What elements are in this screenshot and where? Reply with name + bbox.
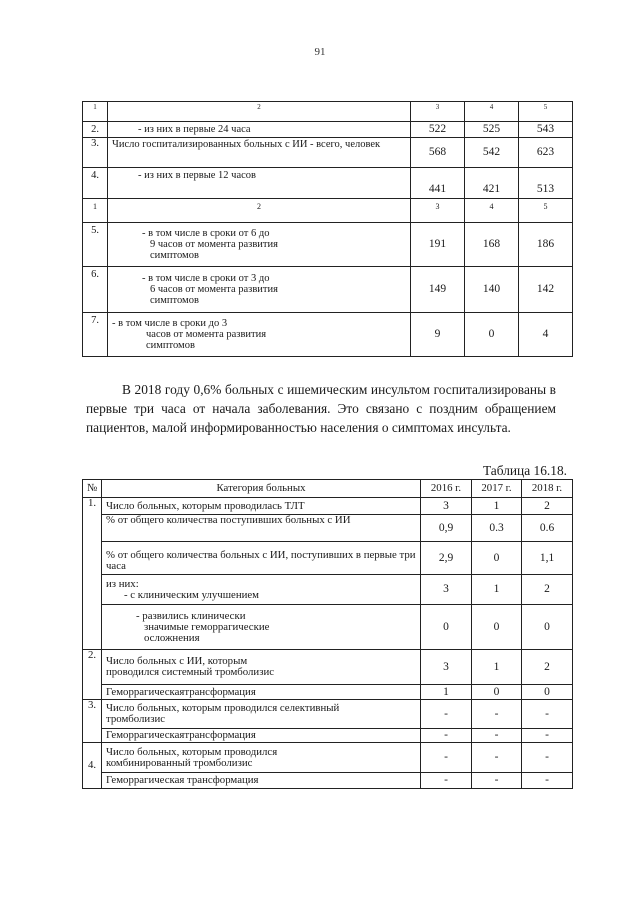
- col-header: 2017 г.: [472, 480, 522, 498]
- row-label-line: - с клиническим улучшением: [124, 588, 260, 601]
- cell-2018: 543: [519, 122, 573, 138]
- row-label-line: симптомов: [150, 295, 199, 306]
- cell-2017: 0: [472, 542, 522, 575]
- cell-2017: -: [472, 729, 522, 743]
- col-header: 4: [465, 199, 519, 223]
- cell-2018: 142: [519, 267, 573, 313]
- paragraph-text: В 2018 году 0,6% больных с ишемическим инсультом госпитализированы в первые три часа от начала заболевания. Это связано с поздним обращением пациентов, малой информированностью населения о симптомах инсульта.: [86, 382, 556, 435]
- row-label-line: симптомов: [150, 250, 199, 261]
- cell-2016: 3: [421, 575, 472, 605]
- table-header-row: [83, 199, 573, 223]
- row-label: Геморрагическаятрансформация: [102, 729, 421, 743]
- row-label-line: часов от момента развития: [146, 329, 267, 340]
- col-header: 4: [465, 102, 519, 122]
- cell-2018: 0: [522, 605, 573, 650]
- cell-2018: 2: [522, 650, 573, 685]
- table-header-row: [83, 102, 573, 122]
- row-number: 2.: [83, 650, 102, 700]
- col-header: №: [83, 480, 102, 498]
- cell-2018: 1,1: [522, 542, 573, 575]
- col-header: 2016 г.: [421, 480, 472, 498]
- cell-2016: -: [421, 773, 472, 789]
- cell-2018: 4: [519, 313, 573, 357]
- row-label: % от общего количества больных с ИИ, поступивших в первые три часа: [102, 542, 421, 575]
- cell-2016: 441: [411, 168, 465, 199]
- col-header: 3: [411, 199, 465, 223]
- col-header: 1: [83, 102, 108, 122]
- cell-2017: -: [472, 773, 522, 789]
- row-number: 3.: [83, 138, 108, 168]
- cell-2017: 140: [465, 267, 519, 313]
- row-label: [102, 700, 421, 729]
- row-label: Геморрагическаятрансформация: [102, 685, 421, 700]
- cell-2017: -: [472, 700, 522, 729]
- cell-2016: -: [421, 729, 472, 743]
- row-label: [102, 743, 421, 773]
- row-label: Геморрагическая трансформация: [102, 773, 421, 789]
- table-header-row: [83, 480, 573, 498]
- cell-2016: 0: [421, 605, 472, 650]
- table-row: [83, 700, 573, 729]
- cell-2016: 568: [411, 138, 465, 168]
- row-number: 3.: [83, 700, 102, 743]
- table-row: [83, 685, 573, 700]
- row-label: % от общего количества поступивших больных с ИИ: [102, 515, 421, 542]
- row-number: 2.: [83, 122, 108, 138]
- cell-2017: 0: [465, 313, 519, 357]
- table-row: [83, 729, 573, 743]
- row-label-line: комбинированный тромболизис: [106, 756, 253, 769]
- table-1: [82, 101, 573, 357]
- cell-2018: -: [522, 700, 573, 729]
- row-label-line: - в том числе в сроки от 6 до: [142, 228, 270, 239]
- table-row: [83, 223, 573, 267]
- row-label: Число больных, которым проводилась ТЛТ: [102, 498, 421, 515]
- cell-2017: 168: [465, 223, 519, 267]
- table-row: [83, 267, 573, 313]
- cell-2016: 149: [411, 267, 465, 313]
- cell-2017: 0: [472, 685, 522, 700]
- cell-2017: 0: [472, 605, 522, 650]
- body-paragraph: [86, 380, 556, 437]
- table-2: [82, 479, 573, 789]
- col-header: 5: [519, 199, 573, 223]
- cell-2016: 3: [421, 650, 472, 685]
- table-row: [83, 168, 573, 199]
- table-row: [83, 122, 573, 138]
- row-number: 4.: [83, 743, 102, 789]
- cell-2017: 1: [472, 650, 522, 685]
- cell-2018: 186: [519, 223, 573, 267]
- cell-2017: 542: [465, 138, 519, 168]
- cell-2016: 2,9: [421, 542, 472, 575]
- row-number: 7.: [83, 313, 108, 357]
- row-label-line: Число больных с ИИ, которым: [106, 655, 248, 667]
- row-number: 4.: [83, 168, 108, 199]
- row-label-line: Число больных, которым проводился: [106, 745, 278, 758]
- cell-2018: 0.6: [522, 515, 573, 542]
- cell-2016: -: [421, 743, 472, 773]
- table-row: [83, 575, 573, 605]
- col-header: 1: [83, 199, 108, 223]
- col-header: 2018 г.: [522, 480, 573, 498]
- row-label: [102, 575, 421, 605]
- cell-2018: 2: [522, 498, 573, 515]
- row-label: [108, 223, 411, 267]
- col-header: 5: [519, 102, 573, 122]
- row-label-line: значимые геморрагические: [144, 620, 270, 633]
- cell-2017: 1: [472, 498, 522, 515]
- row-label-line: тромболизис: [106, 713, 166, 725]
- cell-2016: 0,9: [421, 515, 472, 542]
- row-number: 5.: [83, 223, 108, 267]
- cell-2017: 0.3: [472, 515, 522, 542]
- table-row: [83, 515, 573, 542]
- col-header: Категория больных: [102, 480, 421, 498]
- row-number: 1.: [83, 498, 102, 650]
- row-label: Число госпитализированных больных с ИИ - всего, человек: [108, 138, 411, 168]
- row-label: [102, 650, 421, 685]
- table-row: [83, 605, 573, 650]
- col-header: 3: [411, 102, 465, 122]
- cell-2018: -: [522, 743, 573, 773]
- cell-2017: 525: [465, 122, 519, 138]
- row-label-line: 9 часов от момента развития: [150, 239, 278, 250]
- cell-2016: 9: [411, 313, 465, 357]
- col-header: 2: [108, 102, 411, 122]
- cell-2018: 2: [522, 575, 573, 605]
- page-number: 91: [314, 46, 326, 58]
- cell-2017: -: [472, 743, 522, 773]
- row-label: [108, 267, 411, 313]
- row-label-line: осложнения: [144, 631, 200, 644]
- cell-2016: 1: [421, 685, 472, 700]
- table-row: [83, 313, 573, 357]
- table-caption: Таблица 16.18.: [482, 463, 567, 478]
- cell-2018: -: [522, 729, 573, 743]
- table-row: [83, 542, 573, 575]
- row-label-line: Число больных, которым проводился селективный: [106, 702, 340, 714]
- table-row: [83, 650, 573, 685]
- table-row: [83, 498, 573, 515]
- row-label-line: - в том числе в сроки до 3: [112, 318, 228, 329]
- row-label-line: проводился системный тромболизис: [106, 666, 275, 678]
- row-label: [102, 605, 421, 650]
- cell-2018: -: [522, 773, 573, 789]
- row-label-line: 6 часов от момента развития: [150, 284, 278, 295]
- row-label: - из них в первые 24 часа: [108, 122, 411, 138]
- cell-2018: 0: [522, 685, 573, 700]
- cell-2016: 3: [421, 498, 472, 515]
- row-label-line: - развились клинически: [136, 609, 246, 622]
- row-number: 6.: [83, 267, 108, 313]
- cell-2017: 1: [472, 575, 522, 605]
- cell-2016: 522: [411, 122, 465, 138]
- cell-2016: 191: [411, 223, 465, 267]
- cell-2017: 421: [465, 168, 519, 199]
- cell-2018: 623: [519, 138, 573, 168]
- cell-2016: -: [421, 700, 472, 729]
- cell-2018: 513: [519, 168, 573, 199]
- row-label: - из них в первые 12 часов: [108, 168, 411, 199]
- row-label-line: - в том числе в сроки от 3 до: [142, 273, 270, 284]
- col-header: 2: [108, 199, 411, 223]
- row-label-line: симптомов: [146, 340, 195, 351]
- table-row: [83, 773, 573, 789]
- row-label-line: из них:: [106, 577, 139, 590]
- row-label: [108, 313, 411, 357]
- table-row: [83, 743, 573, 773]
- table-row: [83, 138, 573, 168]
